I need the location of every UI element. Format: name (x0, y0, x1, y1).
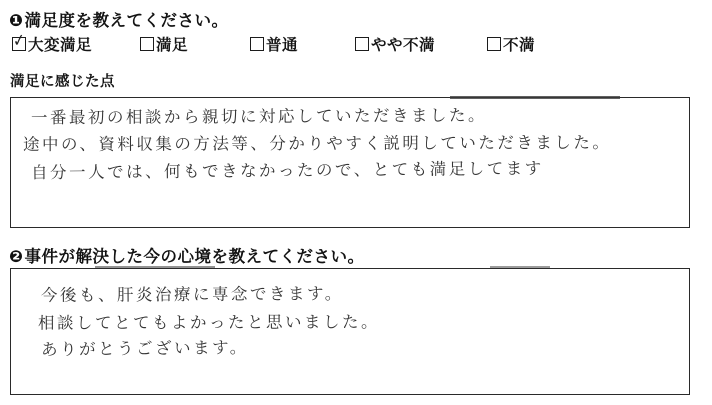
handwritten-line: 途中の、資料収集の方法等、分かりやすく説明していただきました。 (22, 132, 612, 155)
option-fuman[interactable] (487, 33, 535, 55)
question1-number-icon: ❶ (9, 12, 24, 30)
option-label: 大変満足 (28, 37, 93, 54)
question2-label: 事件が解決した今の心境を教えてください。 (24, 248, 365, 266)
satisfied-points-label: 満足に感じた点 (10, 74, 115, 90)
handwritten-line: ありがとうございます。 (40, 337, 249, 360)
option-label: やや不満 (371, 37, 436, 54)
checkbox-icon[interactable] (140, 37, 154, 51)
question1-heading (9, 7, 228, 31)
option-yaya-fuman[interactable] (355, 33, 435, 55)
checkbox-icon[interactable] (487, 37, 501, 51)
question2-heading (9, 243, 364, 267)
option-daihen-manzoku[interactable] (11, 30, 93, 55)
option-label: 不満 (503, 37, 536, 54)
answer-box-satisfied-points[interactable] (10, 97, 690, 228)
satisfaction-options-row (0, 30, 712, 57)
handwritten-line: 相談してとてもよかったと思いました。 (37, 312, 381, 333)
option-label: 満足 (156, 37, 189, 54)
answer-box-current-feelings[interactable] (10, 268, 690, 395)
handwritten-line: 今後も、肝炎治療に専念できます。 (40, 284, 344, 305)
checkbox-checked-icon[interactable] (11, 30, 27, 51)
option-label: 普通 (266, 37, 299, 54)
scan-artifact (95, 266, 215, 268)
handwritten-line: 自分一人では、何もできなかったので、とても満足してます (30, 158, 544, 183)
option-futsuu[interactable] (250, 33, 298, 55)
handwritten-line: 一番最初の相談から親切に対応していただきました。 (30, 105, 488, 128)
scan-artifact (450, 96, 620, 99)
option-manzoku[interactable] (140, 33, 188, 55)
checkbox-icon[interactable] (355, 37, 369, 51)
question2-number-icon: ❷ (9, 248, 24, 266)
checkbox-icon[interactable] (250, 37, 264, 51)
handwritten-check-icon: ✓ (11, 30, 27, 51)
question1-label: 満足度を教えてください。 (24, 12, 229, 30)
scan-artifact (490, 266, 550, 268)
